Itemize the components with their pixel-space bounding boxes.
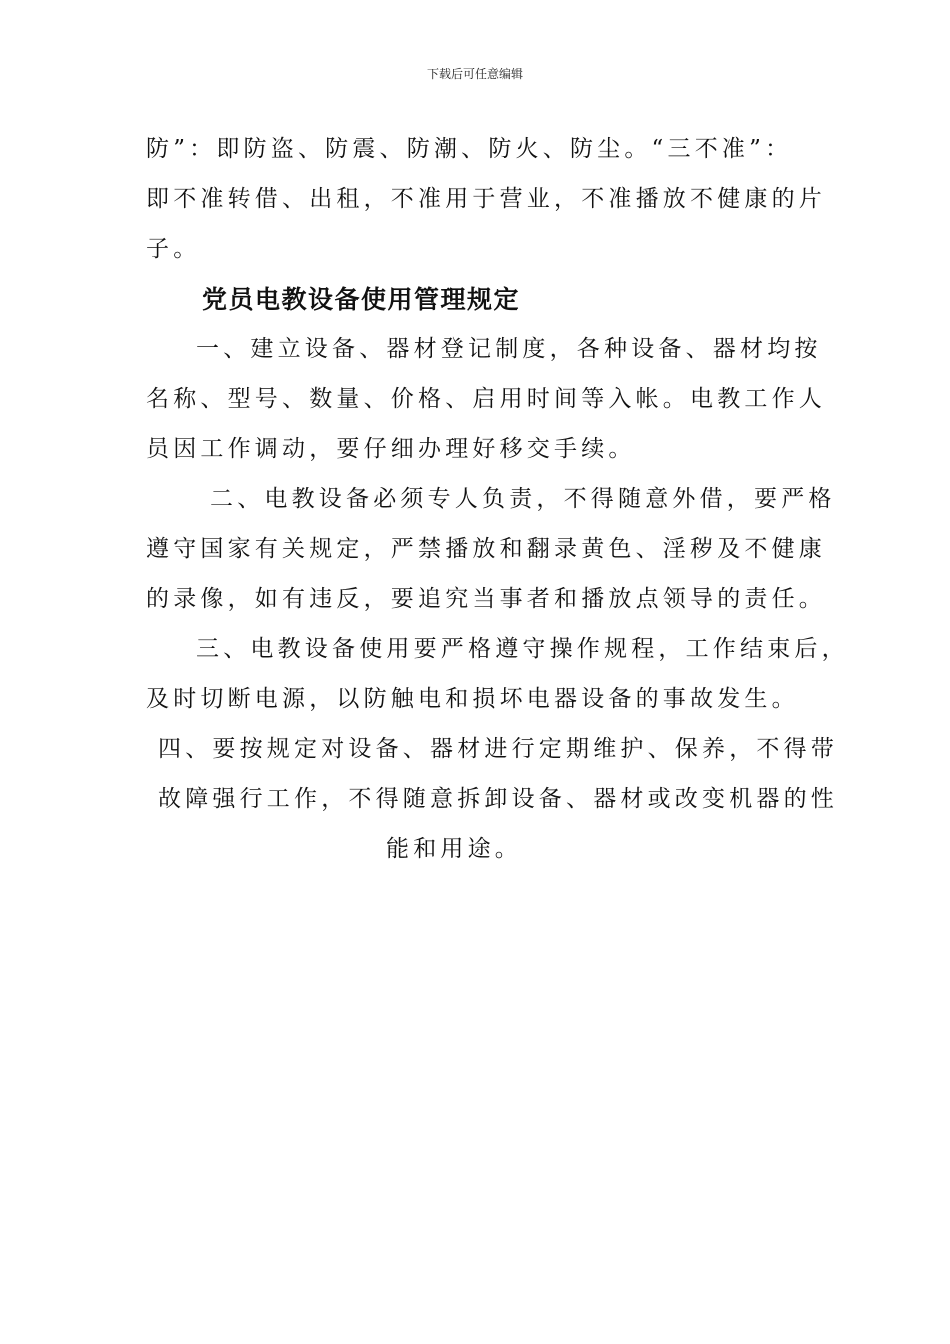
intro-line-2: 即不准转借、出租，不准用于营业，不准播放不健康的片 (146, 186, 826, 212)
item-3-line-1: 三、电教设备使用要严格遵守操作规程，工作结束后， (196, 636, 849, 662)
item-1-line-2: 名称、型号、数量、价格、启用时间等入帐。电教工作人 (146, 386, 826, 412)
item-2-line-1: 二、电教设备必须专人负责，不得随意外借，要严格 (210, 486, 836, 512)
item-1-line-1: 一、建立设备、器材登记制度，各种设备、器材均按 (196, 336, 822, 362)
section-title: 党员电教设备使用管理规定 (202, 285, 521, 314)
page-header: 下载后可任意编辑 (426, 67, 523, 81)
item-3-line-2: 及时切断电源，以防触电和损坏电器设备的事故发生。 (146, 686, 799, 712)
item-2-line-2: 遵守国家有关规定，严禁播放和翻录黄色、淫秽及不健康 (146, 536, 826, 562)
intro-line-1: 防”：即防盗、防震、防潮、防火、防尘。“三不准”： (146, 136, 793, 162)
item-4-line-2: 故障强行工作，不得随意拆卸设备、器材或改变机器的性 (158, 786, 838, 812)
item-2-line-3: 的录像，如有违反，要追究当事者和播放点领导的责任。 (146, 586, 826, 612)
item-4-line-1: 四、要按规定对设备、器材进行定期维护、保养，不得带 (158, 736, 838, 762)
item-4-line-3: 能和用途。 (386, 836, 522, 862)
intro-line-3: 子。 (146, 236, 201, 262)
item-1-line-3: 员因工作调动，要仔细办理好移交手续。 (146, 436, 636, 462)
